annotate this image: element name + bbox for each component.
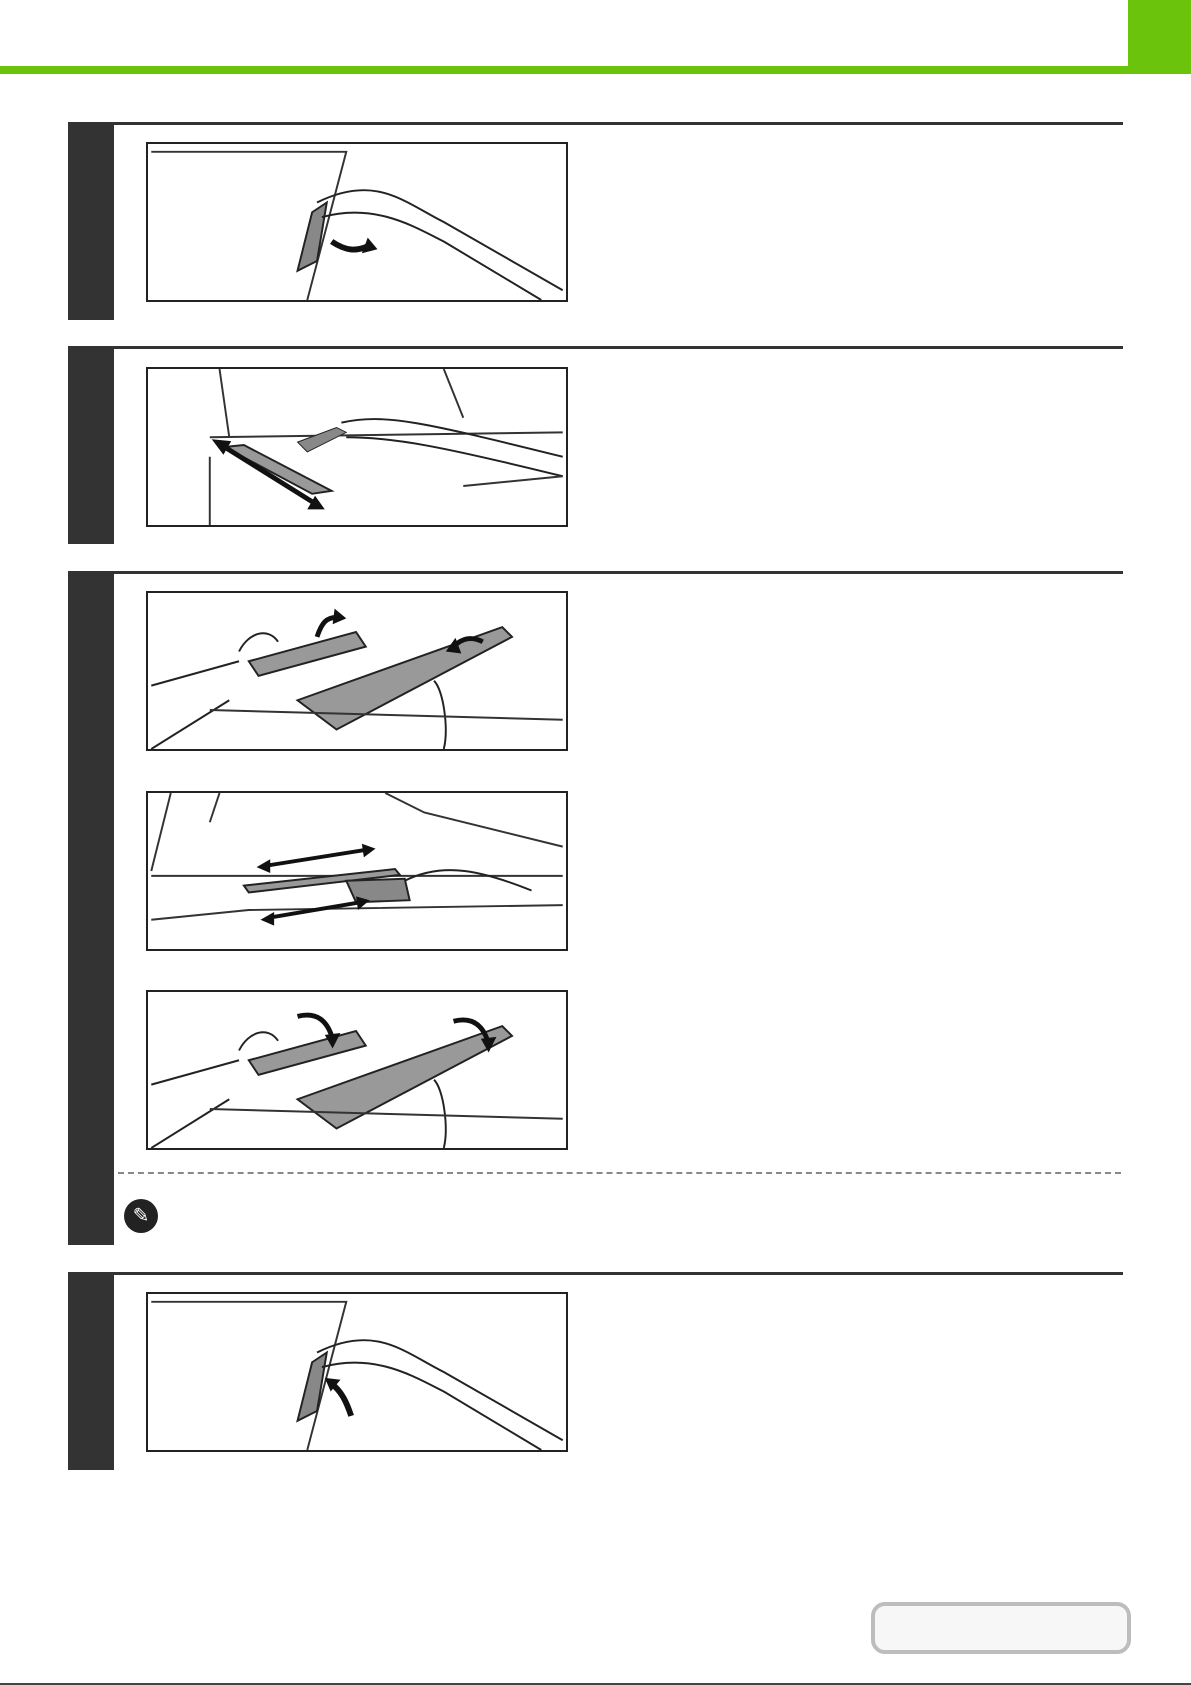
step-3-marker: [68, 571, 114, 1245]
contents-nav-button[interactable]: [871, 1602, 1131, 1654]
step-4-marker: [68, 1272, 114, 1470]
close-feeder-illustration: [146, 990, 568, 1150]
step-1-rule: [68, 122, 1123, 125]
lever-close-illustration: [146, 1292, 568, 1452]
pencil-note-icon: ✎: [124, 1199, 158, 1233]
step-4-rule: [68, 1272, 1123, 1275]
lever-open-illustration: [146, 142, 568, 302]
clean-scan-area-illustration: [146, 791, 568, 951]
step-2-marker: [68, 346, 114, 544]
chapter-tab: [1128, 0, 1191, 66]
step-3-rule: [68, 571, 1123, 574]
step-1-marker: [68, 122, 114, 320]
step-2-rule: [68, 346, 1123, 349]
cleaning-glass-illustration: [146, 367, 568, 527]
note-separator: [118, 1172, 1121, 1174]
open-feeder-illustration: [146, 591, 568, 751]
header-accent-bar: [0, 66, 1191, 74]
